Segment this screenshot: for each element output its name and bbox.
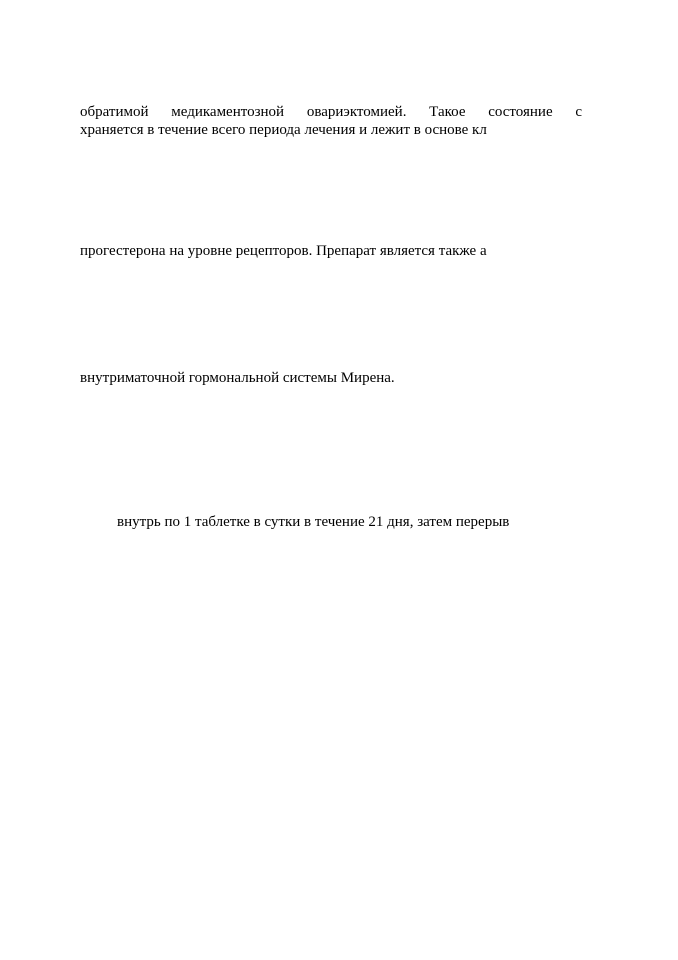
text-line: внутриматочной гормональной системы Мирена. xyxy=(80,370,395,386)
text-line: внутрь по 1 таблетке в сутки в течение 21 дня, затем перерыв xyxy=(117,514,510,530)
text-line: обратимой медикаментозной овариэктомией. Такое состояние с xyxy=(80,104,582,120)
text-line: храняется в течение всего периода лечения и лежит в основе кл xyxy=(80,122,487,138)
text-line: прогестерона на уровне рецепторов. Препарат является также а xyxy=(80,243,487,259)
